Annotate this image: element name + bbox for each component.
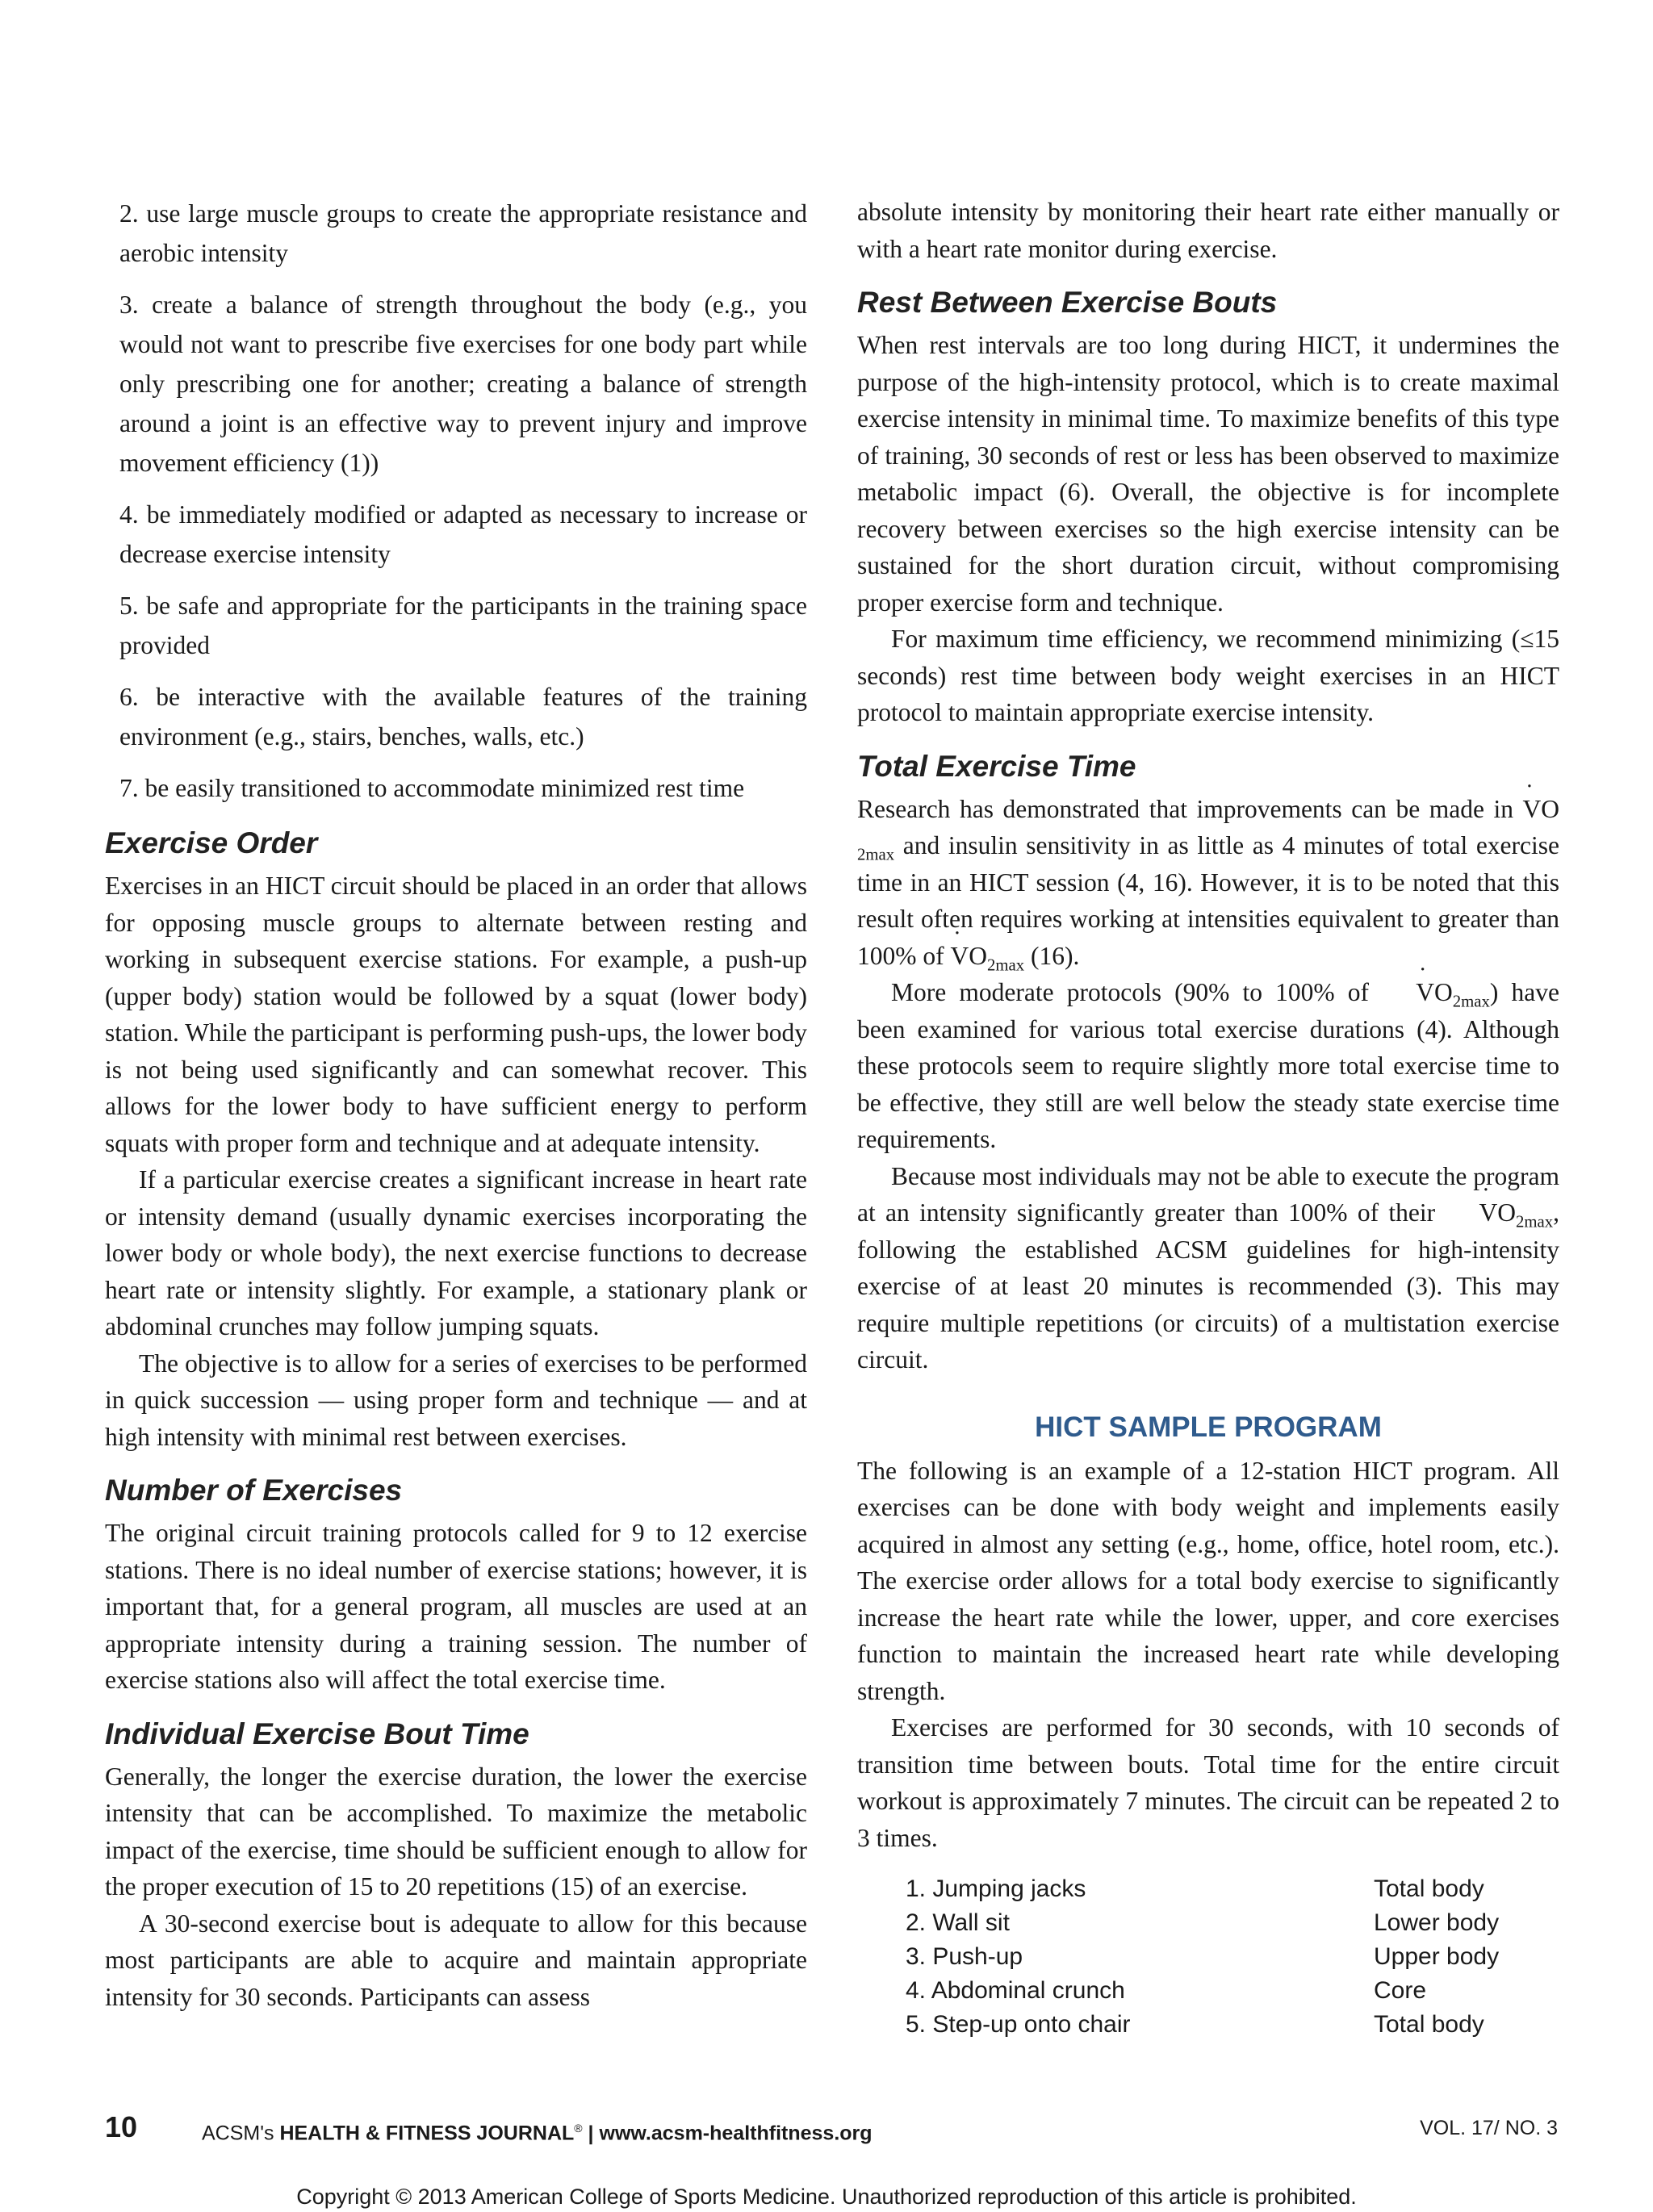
exercise-name: 3. Push-up xyxy=(906,1943,1023,1970)
paragraph: Generally, the longer the exercise duration, the lower the exercise intensity that can be accomplished. To maximize the metabolic impact of the exercise, time should be sufficient enough to allow for the proper execution of 15 to 20 repetitions (15) of an exercise. xyxy=(105,1762,807,1900)
table-row xyxy=(906,1906,1499,1940)
list-item: 4. be immediately modified or adapted as necessary to increase or decrease exercise intensity xyxy=(119,500,807,568)
paragraph: Research has demonstrated that improvements can be made in ˙ $VO_{2max}$ and insulin sensitivity in as little as 4 minutes of total exercise time in an HICT session (4, 16). However, it is to be noted that this result often requires working at intensities equivalent to greater than 100% of ˙ $VO_{2max}$ (16). xyxy=(857,791,1559,975)
paragraph: When rest intervals are too long during HICT, it undermines the purpose of the high-intensity protocol, which is to create maximal exercise intensity in minimal time. To maximize benefits of this type of training, 30 seconds of rest or less has been observed to maximize metabolic impact (6). Overall, the objective is for incomplete recovery between exercises so the high exercise intensity can be sustained for the short duration circuit, without compromising proper exercise form and technique. xyxy=(857,331,1559,617)
paragraph: The original circuit training protocols called for 9 to 12 exercise stations. There is no ideal number of exercise stations; however, it is important that, for a general program, all muscles are used at an appropriate intensity during a training session. The number of exercise stations also will affect the total exercise time. xyxy=(105,1519,807,1694)
paragraph: Exercises are performed for 30 seconds, with 10 seconds of transition time between bouts. Total time for the entire circuit workout is approximately 7 minutes. The circuit can be repeated 2 to 3 times. xyxy=(857,1713,1559,1852)
body-region: Total body xyxy=(1374,2011,1484,2038)
table-row xyxy=(906,2008,1499,2042)
heading-total-exercise-time: Total Exercise Time xyxy=(857,749,1136,783)
paragraph: For maximum time efficiency, we recommend minimizing (≤15 seconds) rest time between body weight exercises in an HICT protocol to maintain appropriate exercise intensity. xyxy=(857,625,1559,726)
program-table xyxy=(906,1872,1499,2042)
table-row xyxy=(906,1974,1499,2008)
paragraph: Exercises in an HICT circuit should be placed in an order that allows for opposing muscle groups to alternate between resting and working in subsequent exercise stations. For example, a push-up (upper body) station would be followed by a squat (lower body) station. While the participant is performing push-ups, the lower body is not being used significantly and can somewhat recover. This allows for the lower body to have sufficient energy to perform squats with proper form and technique and at adequate intensity. xyxy=(105,872,807,1157)
journal-credit: ACSM's HEALTH & FITNESS JOURNAL® | www.acsm-healthfitness.org xyxy=(202,2122,873,2145)
heading-bout-time: Individual Exercise Bout Time xyxy=(105,1716,529,1750)
exercise-name: 2. Wall sit xyxy=(906,1909,1010,1936)
exercise-name: 5. Step-up onto chair xyxy=(906,2011,1131,2038)
left-column xyxy=(105,194,807,2015)
paragraph: If a particular exercise creates a significant increase in heart rate or intensity demand (usually dynamic exercises incorporating the lower body or whole body), the next exercise functions to decrease heart rate or intensity slightly. For example, a stationary plank or abdominal crunches may follow jumping squats. xyxy=(105,1165,807,1340)
body-region: Total body xyxy=(1374,1875,1484,1902)
copyright-notice: Copyright © 2013 American College of Sports Medicine. Unauthorized reproduction of this article is prohibited. xyxy=(296,2185,1357,2209)
paragraph: The following is an example of a 12-station HICT program. All exercises can be done with body weight and implements easily acquired in almost any setting (e.g., home, office, hotel room, etc.). The exercise order allows for a total body exercise to significantly increase the heart rate while the lower, upper, and core exercises function to maintain the increased heart rate while developing strength. xyxy=(857,1456,1559,1705)
list-item: 5. be safe and appropriate for the participants in the training space provided xyxy=(119,592,807,659)
list-item: 7. be easily transitioned to accommodate minimized rest time xyxy=(119,774,745,802)
table-row xyxy=(906,1940,1499,1974)
list-item: 6. be interactive with the available features of the training environment (e.g., stairs, benches, walls, etc.) xyxy=(119,683,807,751)
paragraph-continuation: absolute intensity by monitoring their heart rate either manually or with a heart rate monitor during exercise. xyxy=(857,198,1559,263)
list-item: 2. use large muscle groups to create the appropriate resistance and aerobic intensity xyxy=(119,199,807,267)
heading-hict-sample-program: HICT SAMPLE PROGRAM xyxy=(1035,1411,1382,1443)
exercise-name: 4. Abdominal crunch xyxy=(906,1977,1125,2004)
paragraph: Because most individuals may not be able to execute the program at an intensity significantly greater than 100% of their ˙ $VO_{2max}$, following the established ACSM guidelines for high-intensity exercise of at least 20 minutes is recommended (3). This may require multiple repetitions (or circuits) of a multistation exercise circuit. xyxy=(857,1158,1559,1378)
heading-number-of-exercises: Number of Exercises xyxy=(105,1474,403,1507)
heading-rest-between-bouts: Rest Between Exercise Bouts xyxy=(857,286,1278,319)
body-region: Core xyxy=(1374,1977,1427,2004)
right-column xyxy=(857,194,1559,2042)
body-region: Upper body xyxy=(1374,1943,1500,1970)
paragraph: The objective is to allow for a series of exercises to be performed in quick succession — using proper form and technique — and at high intensity with minimal rest between exercises. xyxy=(105,1349,807,1451)
exercise-name: 1. Jumping jacks xyxy=(906,1875,1086,1902)
paragraph: More moderate protocols (90% to 100% of ˙ $VO_{2max}$) have been examined for various total exercise durations (4). Although these protocols seem to require slightly more total exercise time to be effective, they still are well below the steady state exercise time requirements. xyxy=(857,974,1559,1158)
page-footer xyxy=(105,2111,1558,2143)
table-row xyxy=(906,1872,1499,1906)
volume-issue: VOL. 17/ NO. 3 xyxy=(1420,2117,1558,2139)
body-region: Lower body xyxy=(1374,1909,1500,1936)
heading-exercise-order: Exercise Order xyxy=(105,826,318,859)
list-item: 3. create a balance of strength throughout the body (e.g., you would not want to prescribe five exercises for one body part while only prescribing one for another; creating a balance of strength around a joint is an effective way to prevent injury and improve movement efficiency (1)) xyxy=(119,291,807,477)
paragraph: A 30-second exercise bout is adequate to allow for this because most participants are able to acquire and maintain appropriate intensity for 30 seconds. Participants can assess xyxy=(105,1909,807,2011)
page-number: 10 xyxy=(105,2110,138,2143)
